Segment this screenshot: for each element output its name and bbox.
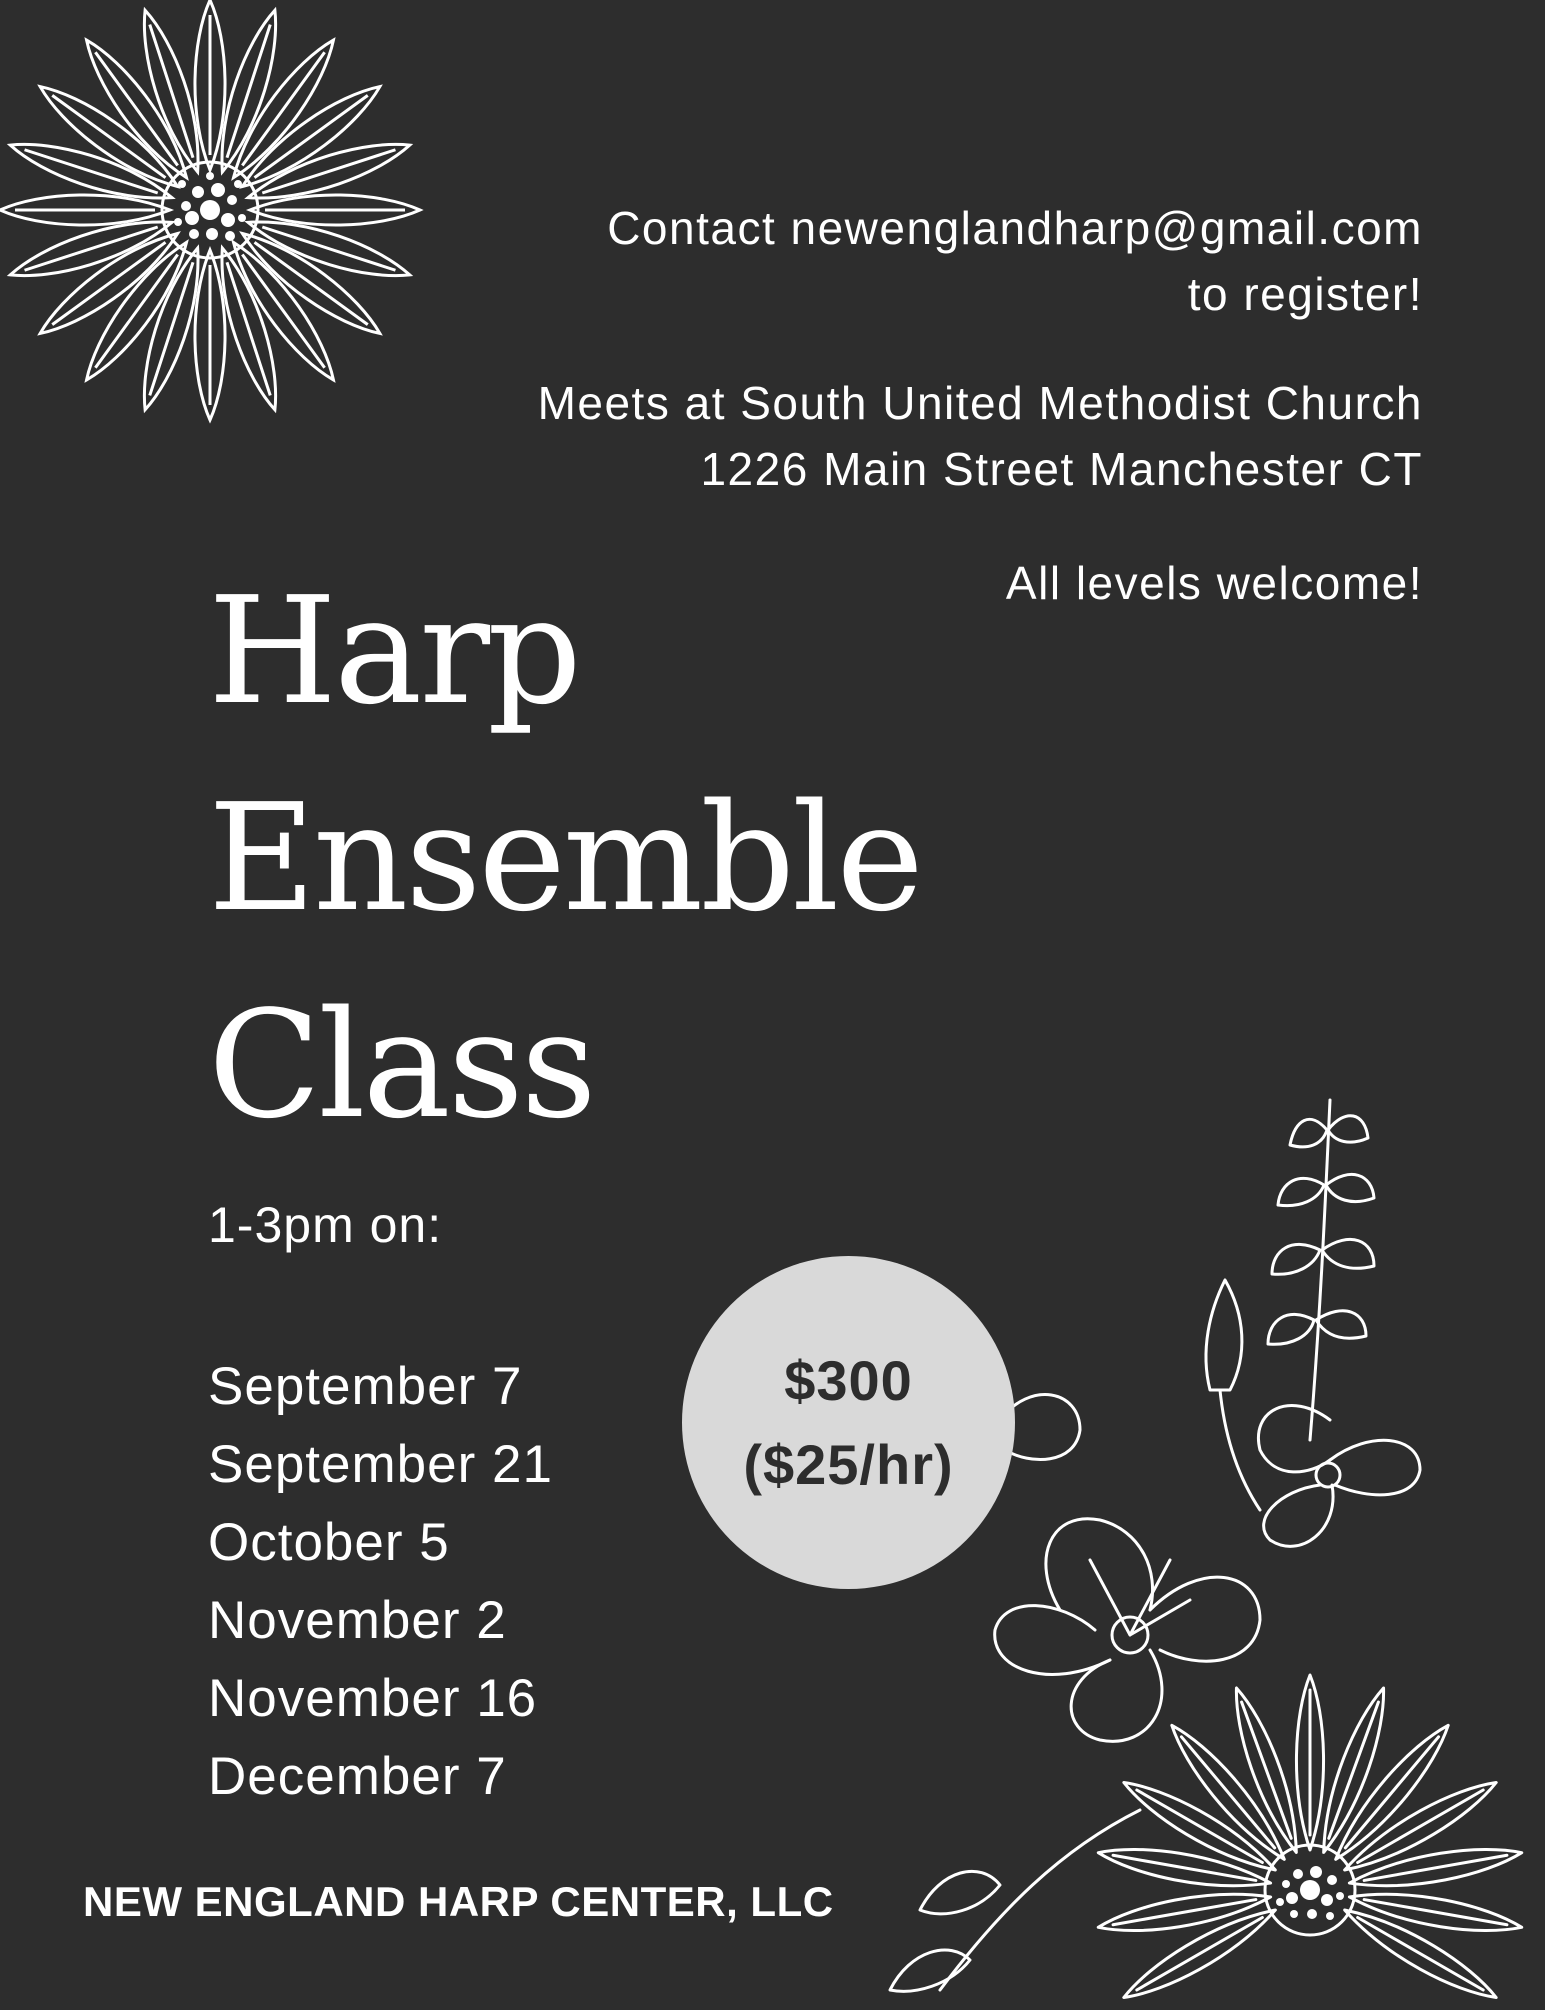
venue-name-line: Meets at South United Methodist Church (537, 377, 1423, 429)
date-item: November 16 (208, 1669, 538, 1728)
title-line-harp: Harp (208, 565, 579, 737)
title-line-ensemble: Ensemble (208, 772, 921, 944)
contact-email-line: Contact newenglandharp@gmail.com (607, 202, 1423, 254)
date-item: December 7 (208, 1747, 507, 1806)
price-hourly: ($25/hr) (743, 1432, 954, 1496)
organization-name: NEW ENGLAND HARP CENTER, LLC (83, 1878, 834, 1925)
welcome-note: All levels welcome! (1005, 557, 1423, 609)
title-line-class: Class (208, 979, 594, 1151)
class-time: 1-3pm on: (208, 1197, 443, 1253)
page-title (208, 548, 921, 1169)
price-total: $300 (784, 1348, 913, 1412)
contact-info (607, 195, 1423, 327)
venue-info (538, 370, 1423, 502)
venue-address-line: 1226 Main Street Manchester CT (700, 443, 1423, 495)
price-badge (682, 1256, 1015, 1589)
daisy-flower-icon (0, 0, 460, 500)
date-item: November 2 (208, 1591, 507, 1650)
floral-bouquet-icon (880, 1090, 1545, 2010)
contact-register-line: to register! (1187, 268, 1423, 320)
date-item: September 7 (208, 1357, 523, 1416)
date-item: October 5 (208, 1513, 450, 1572)
date-list (208, 1348, 553, 1816)
date-item: September 21 (208, 1435, 553, 1494)
